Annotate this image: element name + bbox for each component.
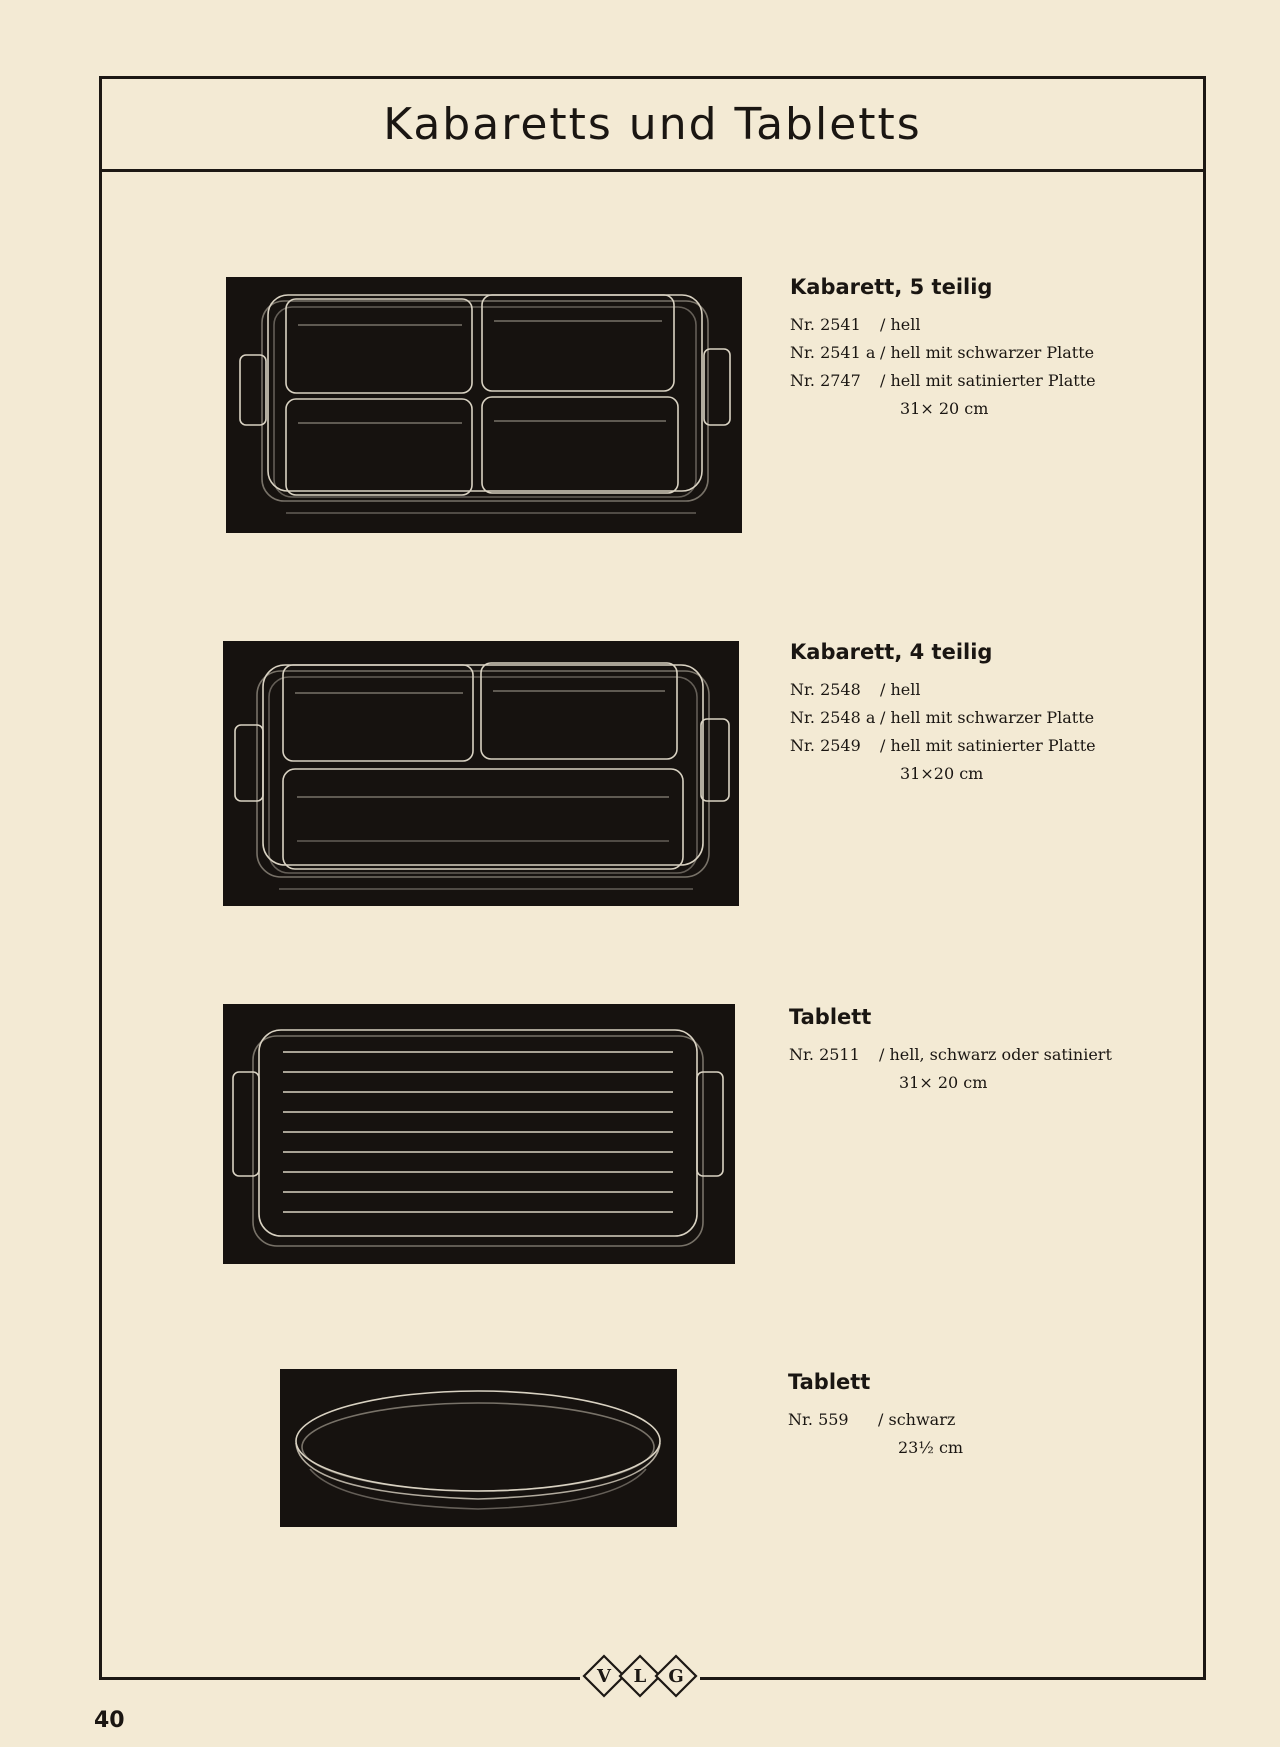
vlg-logo [0, 1652, 1280, 1700]
logo-letter-g: G [668, 1666, 684, 1687]
product-size: 31× 20 cm [899, 1073, 988, 1092]
product-line: Nr. 2548 / hell [790, 680, 921, 699]
product-heading: Kabarett, 5 teilig [790, 275, 993, 299]
product-heading: Kabarett, 4 teilig [790, 640, 993, 664]
product-photo-kabarett-4 [223, 641, 739, 906]
product-desc-kabarett-5 [790, 275, 1096, 423]
product-photo-tablett-2511 [223, 1004, 735, 1264]
logo-letter-v: V [597, 1666, 611, 1687]
product-heading: Tablett [788, 1370, 871, 1394]
product-line: Nr. 2511 / hell, schwarz oder satiniert [789, 1045, 1112, 1064]
logo-letter-l: L [633, 1666, 647, 1687]
product-line: Nr. 2549 / hell mit satinierter Platte [790, 736, 1096, 755]
product-line: Nr. 2548 a / hell mit schwarzer Platte [790, 708, 1095, 727]
product-line: Nr. 2747 / hell mit satinierter Platte [790, 371, 1096, 390]
product-heading: Tablett [789, 1005, 872, 1029]
page-number: 40 [94, 1708, 125, 1733]
product-desc-kabarett-4 [790, 640, 1096, 788]
product-line: Nr. 2541 / hell [790, 315, 921, 334]
product-line: Nr. 2541 a / hell mit schwarzer Platte [790, 343, 1095, 362]
product-desc-tablett-559 [788, 1370, 963, 1462]
product-line: Nr. 559 / schwarz [788, 1410, 956, 1429]
product-size: 31× 20 cm [900, 399, 989, 418]
product-size: 31×20 cm [900, 764, 984, 783]
page-title: Kabaretts und Tabletts [383, 98, 922, 150]
product-photo-tablett-559 [280, 1369, 677, 1527]
product-desc-tablett-2511 [789, 1005, 1112, 1097]
product-photo-kabarett-5 [226, 277, 742, 533]
vlg-logo-icon [580, 1652, 700, 1700]
product-size: 23½ cm [898, 1438, 964, 1457]
title-bar [102, 79, 1203, 172]
